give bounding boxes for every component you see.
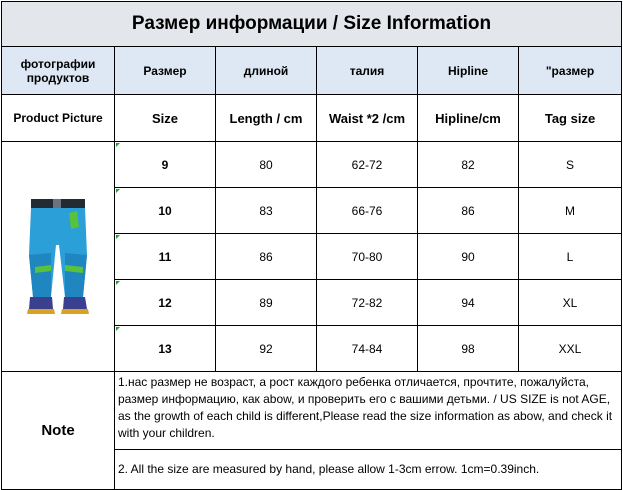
table-title: Размер информации / Size Information xyxy=(2,2,622,47)
header-product-picture: Product Picture xyxy=(2,95,115,142)
note-text-1: 1.нас размер не возраст, а рост каждого ребенка отличается, прочтите, пожалуйста, размер информацию, как abow, и проверить его с вашими детьми. / US SIZE is not AGE, as the growth of each child is different,Please read the size information as abow, and check it with your children. xyxy=(115,372,622,450)
tag-size-cell: XXL xyxy=(519,326,622,372)
note-label: Note xyxy=(2,372,115,490)
waist-cell: 66-76 xyxy=(317,188,418,234)
tag-size-cell: S xyxy=(519,142,622,188)
header-row-english xyxy=(2,95,622,142)
size-table xyxy=(1,1,622,490)
hipline-cell: 86 xyxy=(418,188,519,234)
hipline-cell: 82 xyxy=(418,142,519,188)
size-cell: 13 xyxy=(115,326,216,372)
size-cell: 11 xyxy=(115,234,216,280)
hipline-cell: 94 xyxy=(418,280,519,326)
header-size-ru: Размер xyxy=(115,47,216,95)
hipline-cell: 90 xyxy=(418,234,519,280)
header-tag-size-ru: "размер xyxy=(519,47,622,95)
waist-cell: 74-84 xyxy=(317,326,418,372)
note-text-2: 2. All the size are measured by hand, please allow 1-3cm errow. 1cm=0.39inch. xyxy=(115,450,622,490)
hipline-cell: 98 xyxy=(418,326,519,372)
waist-cell: 70-80 xyxy=(317,234,418,280)
product-picture xyxy=(2,142,115,372)
header-tag-size: Tag size xyxy=(519,95,622,142)
tag-size-cell: L xyxy=(519,234,622,280)
length-cell: 92 xyxy=(216,326,317,372)
header-waist: Waist *2 /cm xyxy=(317,95,418,142)
size-cell: 10 xyxy=(115,188,216,234)
size-cell: 12 xyxy=(115,280,216,326)
tag-size-cell: XL xyxy=(519,280,622,326)
table-row xyxy=(2,142,622,188)
length-cell: 83 xyxy=(216,188,317,234)
length-cell: 80 xyxy=(216,142,317,188)
header-row-russian xyxy=(2,47,622,95)
header-product-picture-ru: фотографии продуктов xyxy=(2,47,115,95)
header-hipline: Hipline/cm xyxy=(418,95,519,142)
pants-image xyxy=(25,197,91,317)
length-cell: 86 xyxy=(216,234,317,280)
header-hipline-ru: Hipline xyxy=(418,47,519,95)
tag-size-cell: M xyxy=(519,188,622,234)
header-size: Size xyxy=(115,95,216,142)
header-length-ru: длиной xyxy=(216,47,317,95)
header-waist-ru: талия xyxy=(317,47,418,95)
length-cell: 89 xyxy=(216,280,317,326)
note-row xyxy=(2,372,622,450)
size-cell: 9 xyxy=(115,142,216,188)
header-length: Length / cm xyxy=(216,95,317,142)
waist-cell: 62-72 xyxy=(317,142,418,188)
waist-cell: 72-82 xyxy=(317,280,418,326)
